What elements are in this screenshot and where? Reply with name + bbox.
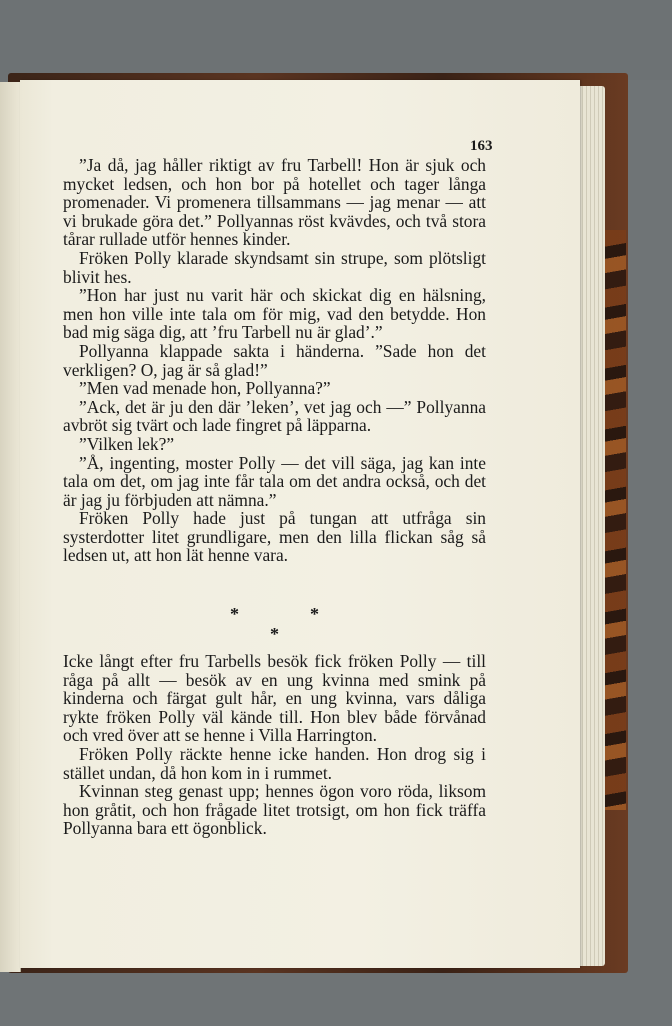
page-number: 163 — [470, 138, 493, 154]
paragraph: Icke långt efter fru Tarbells besök fick fröken Polly — till råga på allt — besök av en ung kvinna med smink på kinderna och färgat gult hår, en ung kvinna, vars dåliga rykte fröken Polly väl kände till. Hon blev både förvånad och vred över att se henne i Villa Harrington. — [63, 651, 486, 746]
paragraph: Fröken Polly klarade skyndsamt sin strupe, som plötsligt blivit hes. — [63, 247, 486, 287]
left-page-edge — [0, 82, 21, 972]
paragraph: Fröken Polly hade just på tungan att utfråga sin systerdotter litet grundligare, men den lilla flickan såg så ledsen ut, att hon lät henne vara. — [63, 508, 486, 566]
paragraph: ”Ja då, jag håller riktigt av fru Tarbell! Hon är sjuk och mycket ledsen, och hon bor på hotellet och tager långa promenader. Vi promenera tillsammans — jag menar — att vi brukade göra det.” Pollyannas röst kvävdes, och två stora tårar rullade utför hennes kinder. — [63, 155, 486, 250]
section-break — [20, 600, 580, 650]
asterisk: * — [270, 624, 279, 644]
text-block-bottom — [63, 652, 486, 838]
text-block-top — [63, 156, 486, 565]
paragraph: Pollyanna klappade sakta i händerna. ”Sade hon det verkligen? O, jag är så glad!” — [63, 340, 486, 380]
backdrop — [0, 0, 672, 80]
book-page — [20, 80, 580, 968]
paragraph: ”Hon har just nu varit här och skickat dig en hälsning, men hon ville inte tala om för mig, vad den betydde. Hon bad mig säga dig, att ’fru Tarbell nu är glad’.” — [63, 285, 486, 343]
paragraph: ”Å, ingenting, moster Polly — det vill säga, jag kan inte tala om det, om jag inte får tala om det andra också, och det är jag ju förbjuden att nämna.” — [63, 452, 486, 510]
paragraph: Fröken Polly räckte henne icke handen. Hon drog sig i stället undan, då hon kom in i rummet. — [63, 743, 486, 783]
asterisk: * — [230, 604, 239, 624]
paragraph: ”Men vad menade hon, Pollyanna?” — [79, 378, 331, 399]
paragraph: ”Vilken lek?” — [79, 433, 175, 454]
asterisk: * — [310, 604, 319, 624]
paragraph: ”Ack, det är ju den där ’leken’, vet jag och —” Pollyanna avbröt sig tvärt och lade fingret på läpparna. — [63, 396, 486, 436]
paragraph: Kvinnan steg genast upp; hennes ögon voro röda, liksom hon gråtit, och hon frågade litet trotsigt, om hon fick träffa Pollyanna bara ett ögonblick. — [63, 781, 486, 839]
